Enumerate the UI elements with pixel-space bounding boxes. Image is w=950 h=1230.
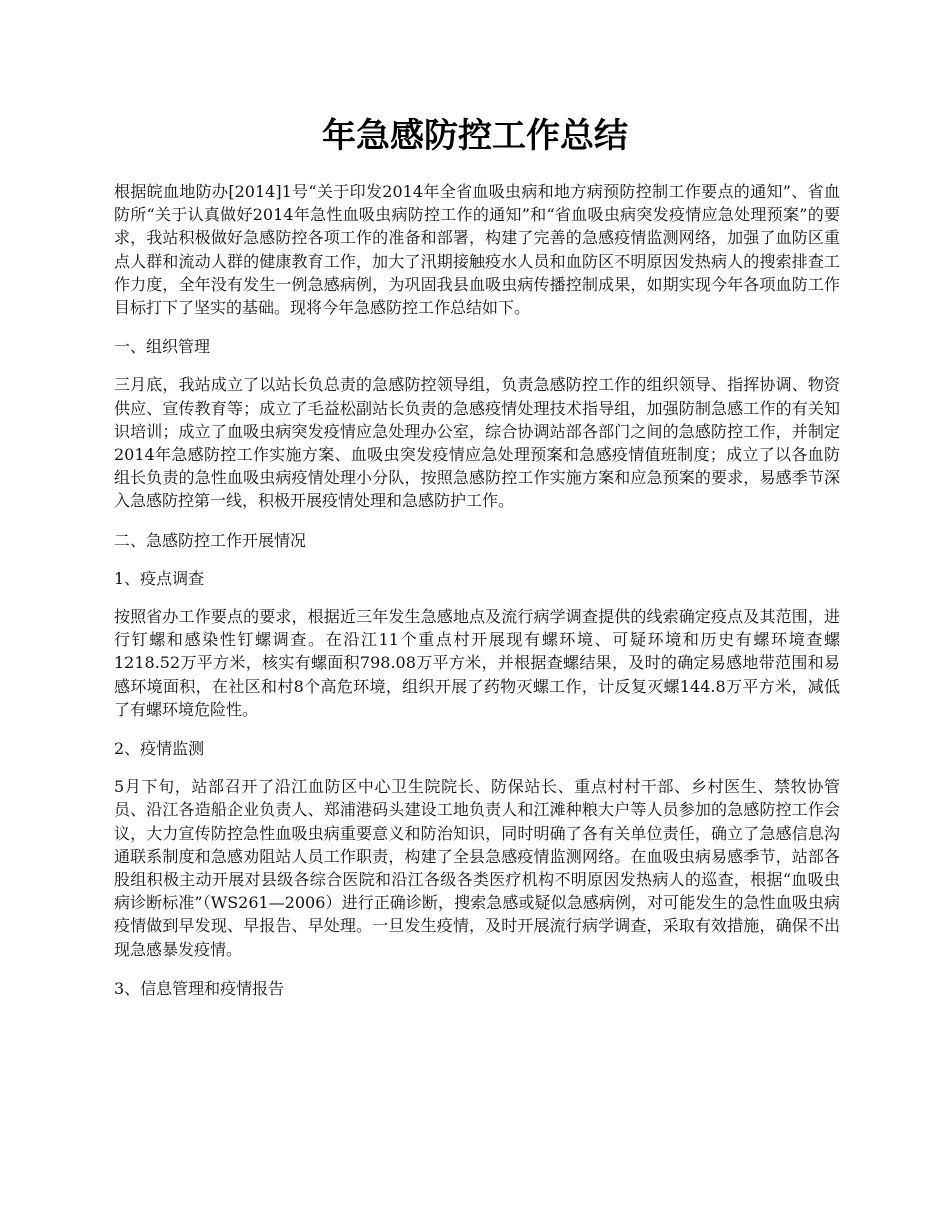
survey-paragraph: 按照省办工作要点的要求，根据近三年发生急感地点及流行病学调查提供的线索确定疫点及其范围，进行钉螺和感染性钉螺调查。在沿江11个重点村开展现有螺环境、可疑环境和历史有螺环境查螺1218.52万平方米，核实有螺面积798.08万平方米，并根据查螺结果，及时的确定易感地带范围和易感环境面积，在社区和村8个高危环境，组织开展了药物灭螺工作，计反复灭螺144.8万平方米，减低了有螺环境危险性。 (114, 607, 840, 719)
subsection-heading-reporting: 3、信息管理和疫情报告 (114, 978, 285, 998)
section-heading-organization: 一、组织管理 (114, 337, 211, 357)
intro-paragraph: 根据皖血地防办[2014]1号“关于印发2014年全省血吸虫病和地方病预防控制工作要点的通知”、省血防所“关于认真做好2014年急性血吸虫病防控工作的通知”和“省血吸虫病突发疫情应急处理预案”的要求，我站积极做好急感防控各项工作的准备和部署，构建了完善的急感疫情监测网络，加强了血防区重点人群和流动人群的健康教育工作，加大了汛期接触疫水人员和血防区不明原因发热病人的搜索排查工作力度，全年没有发生一例急感病例，为巩固我县血吸虫病传播控制成果，如期实现今年各项血防工作目标打下了坚实的基础。现将今年急感防控工作总结如下。 (114, 182, 840, 318)
document-body (114, 180, 840, 1015)
monitoring-paragraph: 5月下旬，站部召开了沿江血防区中心卫生院院长、防保站长、重点村村干部、乡村医生、禁牧协管员、沿江各造船企业负责人、郑浦港码头建设工地负责人和江滩种粮大户等人员参加的急感防控工作会议，大力宣传防控急性血吸虫病重要意义和防治知识，同时明确了各有关单位责任，确立了急感信息沟通联系制度和急感劝阻站人员工作职责，构建了全县急感疫情监测网络。在血吸虫病易感季节，站部各股组积极主动开展对县级各综合医院和沿江各级各类医疗机构不明原因发热病人的巡查，根据“血吸虫病诊断标准”（WS261—2006）进行正确诊断，搜索急感或疑似急感病例，对可能发生的急性血吸虫病疫情做到早发现、早报告、早处理。一旦发生疫情，及时开展流行病学调查，采取有效措施，确保不出现急感暴发疫情。 (114, 777, 840, 959)
subsection-heading-monitoring: 2、疫情监测 (114, 739, 205, 759)
organization-paragraph: 三月底，我站成立了以站长负总责的急感防控领导组，负责急感防控工作的组织领导、指挥协调、物资供应、宣传教育等；成立了毛益松副站长负责的急感疫情处理技术指导组，加强防制急感工作的有关知识培训；成立了血吸虫病突发疫情应急处理办公室，综合协调站部各部门之间的急感防控工作，并制定2014年急感防控工作实施方案、血吸虫突发疫情应急处理预案和急感疫情值班制度；成立了以各血防组长负责的急性血吸虫病疫情处理小分队，按照急感防控工作实施方案和应急预案的要求，易感季节深入急感防控第一线，积极开展疫情处理和急感防护工作。 (114, 375, 840, 511)
section-heading-work: 二、急感防控工作开展情况 (114, 530, 307, 550)
page-title: 年急感防控工作总结 (322, 116, 628, 156)
subsection-heading-survey: 1、疫点调查 (114, 568, 205, 588)
